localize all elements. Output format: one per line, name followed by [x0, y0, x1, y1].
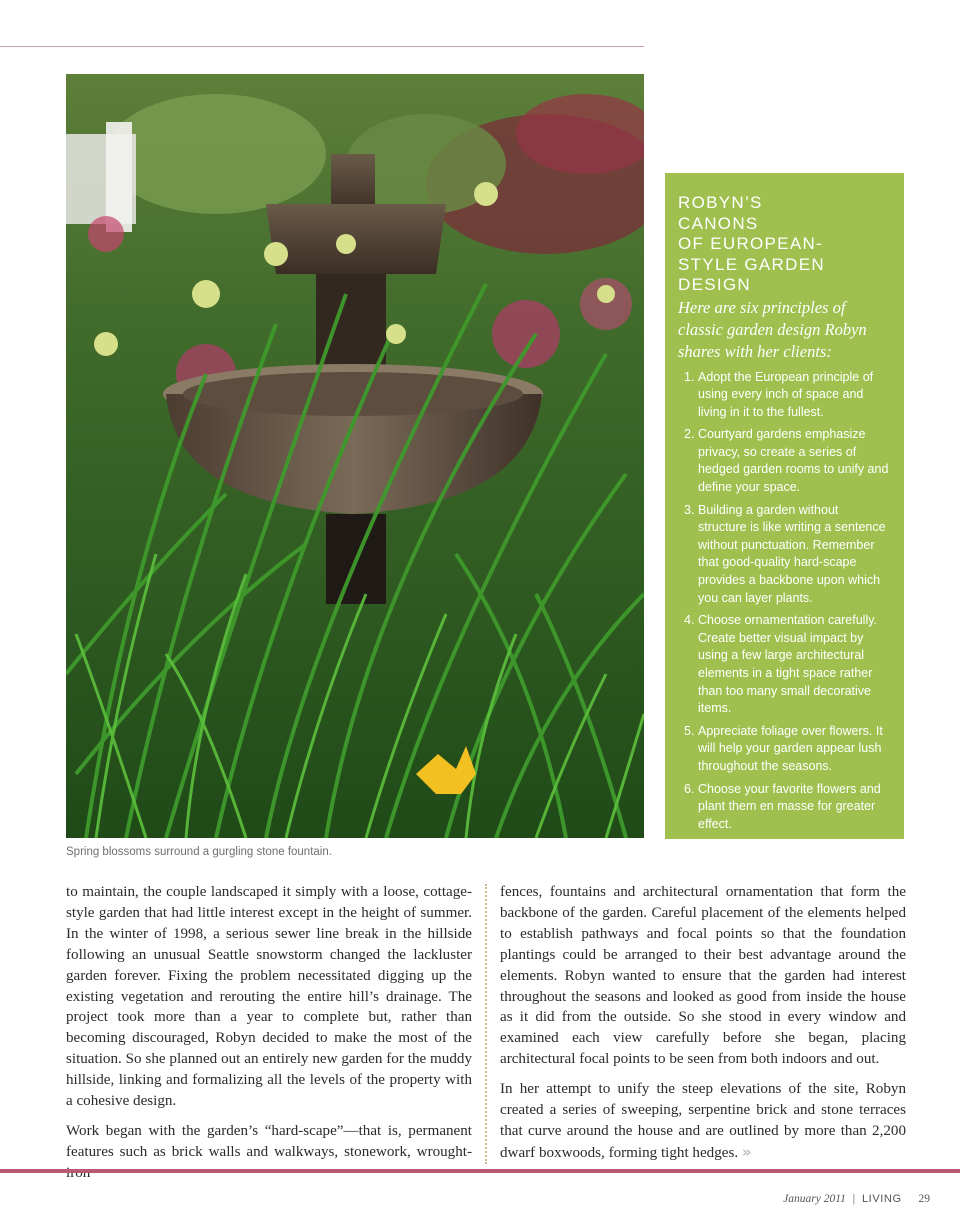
sidebar-box: [665, 173, 904, 839]
article-paragraph-final: [500, 1079, 906, 1164]
issue-date: January 2011: [783, 1193, 846, 1205]
principle-item: [678, 426, 890, 496]
sidebar-title-line: STYLE GARDEN: [678, 254, 825, 274]
sidebar-title-line: ROBYN’S: [678, 193, 763, 212]
fountain-photo: [66, 74, 644, 838]
article-paragraph: Work began with the garden’s “hard-scape”—that is, permanent features such as brick walls and walkways, stonework, wrought-: [66, 1122, 472, 1160]
principle-text: Appreciate foliage over flowers. It will help your garden appear lush throughout the seasons.: [698, 723, 883, 773]
principle-text: Choose ornamentation carefully. Create better visual impact by using a few large architectural elements in a tight space rather than too many small decorative items.: [698, 613, 878, 716]
column-divider: [485, 884, 487, 1164]
principle-item: [678, 723, 890, 776]
sidebar-intro: Here are six principles of classic garden design Robyn shares with her clients:: [678, 297, 867, 361]
sidebar-title-line: DESIGN: [678, 275, 751, 294]
article-column-right: [500, 882, 906, 1173]
sidebar-title: [678, 193, 890, 296]
article-paragraph-text: In her attempt to unify the steep elevations of the site, Robyn created a series of sweeping, serpentine brick and stone terraces that curve around the house and are outlined by more than 2,200 dwarf boxwoods, forming tight hedges.: [500, 1081, 906, 1161]
principle-item: [678, 612, 890, 718]
principle-text: Adopt the European principle of using every inch of space and living in it to the fullest.: [698, 369, 874, 419]
sidebar-title-line: CANONS: [678, 213, 759, 233]
principle-number: 1.: [684, 369, 695, 384]
bottom-rule: [0, 1169, 960, 1173]
principle-number: 6.: [684, 781, 695, 796]
principle-text: Building a garden without structure is like writing a sentence without punctuation. Remember that good-quality hard-scape provides a backbone upon which you can layer plants.: [698, 502, 886, 605]
principle-number: 3.: [684, 502, 695, 517]
fountain-illustration: [66, 74, 644, 838]
principle-number: 4.: [684, 613, 695, 628]
publication-name: LIVING: [861, 1193, 902, 1205]
principle-item: [678, 369, 890, 422]
principle-text: Courtyard gardens emphasize privacy, so create a series of hedged garden rooms to unify and define your space.: [698, 427, 889, 495]
principle-item: [678, 781, 890, 834]
principle-number: 5.: [684, 723, 695, 738]
article-paragraph: to maintain, the couple landscaped it simply with a loose, cottage-style garden that had little interest except in the height of summer. In the winter of 1998, a serious sewer line break in the hillside following an unusual Seattle snowstorm changed the lackluster garden forever. Fixing the problem necessitated digging up the existing vegetation and rerouting the entire hill’s drainage. The project took more than a year to complete but, rather than becoming discouraged, Robyn decided to make the most of the situation. So she planned out an entirely new garden for the muddy hillside, linking and formalizing all the levels of the property with a cohesive design.: [66, 884, 472, 1110]
top-rule: [0, 46, 644, 47]
principle-item: [678, 502, 890, 608]
footer-separator: |: [852, 1193, 856, 1205]
principle-number: 2.: [684, 427, 695, 442]
end-mark-icon: »: [741, 1142, 752, 1161]
principles-list: [678, 369, 890, 834]
article-paragraph: fences, fountains and architectural ornamentation that form the backbone of the garden. Careful placement of the elements helped to establish pathways and focal points so that the foundation plantings could be arranged to their best advantage around the elements. Robyn wanted to ensure that the garden had interest throughout the seasons and looked as good from inside the house as it did from the outside. So she stood in every window and examined each view carefully before she began, placing architectural focal points to be seen from both indoors and out.: [500, 884, 906, 1068]
page-number: 29: [918, 1193, 930, 1205]
photo-caption: Spring blossoms surround a gurgling stone fountain.: [66, 846, 332, 858]
page-footer: [783, 1193, 930, 1205]
sidebar-title-line: OF EUROPEAN-: [678, 234, 824, 253]
principle-text: Choose your favorite flowers and plant them en masse for greater effect.: [698, 781, 881, 831]
article-column-left: [66, 882, 472, 1193]
